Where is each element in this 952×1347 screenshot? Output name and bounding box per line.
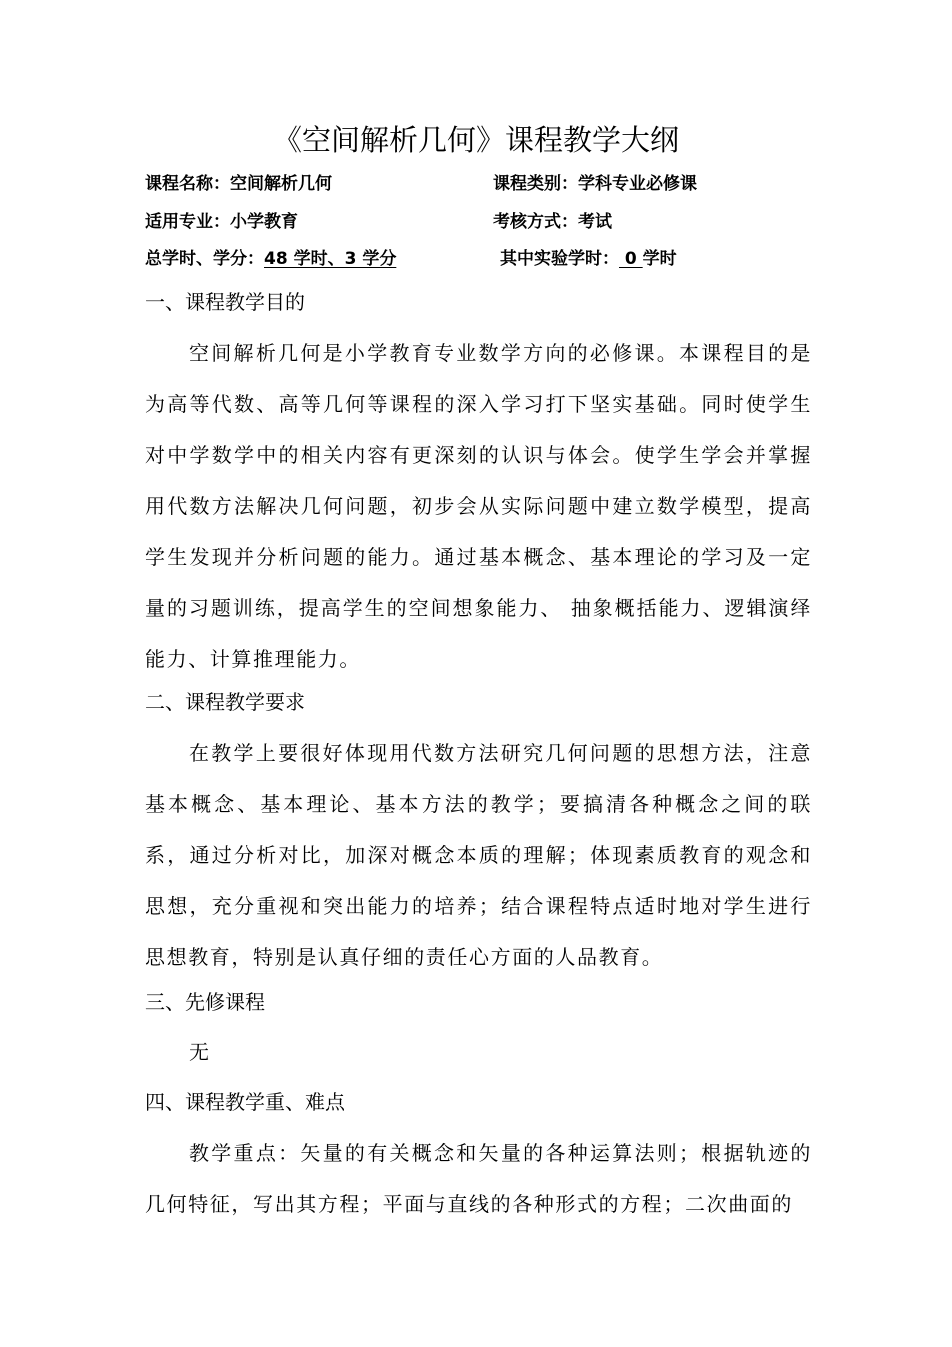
major-label: 适用专业： [145,212,230,232]
meta-row-2 [145,208,825,236]
meta-row-3 [145,245,825,273]
assessment-label: 考核方式： [493,212,578,232]
hours-value: 48 学时、3 学分 [264,249,397,269]
hours-field [145,245,396,273]
section-4-heading: 四、课程教学重、难点 [145,1090,345,1114]
lab-hours-label: 其中实验学时： [500,249,619,269]
assessment-field [493,208,612,236]
lab-hours-value: 0 [619,249,643,269]
hours-label: 总学时、学分： [145,249,264,269]
course-name-value: 空间解析几何 [230,174,332,194]
course-name-field [145,170,332,198]
section-2-body: 在教学上要很好体现用代数方法研究几何问题的思想方法，注意基本概念、基本理论、基本方法的教学；要搞清各种概念之间的联系，通过分析对比，加深对概念本质的理解；体现素质教育的观念和思想，充分重视和突出能力的培养；结合课程特点适时地对学生进行思想教育，特别是认真仔细的责任心方面的人品教育。 [145,741,812,969]
lab-hours-unit: 学时 [642,249,677,269]
section-4-body: 教学重点：矢量的有关概念和矢量的各种运算法则；根据轨迹的几何特征，写出其方程；平面与直线的各种形式的方程；二次曲面的 [145,1141,812,1216]
section-1-heading: 一、课程教学目的 [145,290,305,314]
course-type-value: 学科专业必修课 [578,174,697,194]
section-1-body: 空间解析几何是小学教育专业数学方向的必修课。本课程目的是为高等代数、高等几何等课程的深入学习打下坚实基础。同时使学生对中学数学中的相关内容有更深刻的认识与体会。使学生学会并掌握用代数方法解决几何问题，初步会从实际问题中建立数学模型，提高学生发现并分析问题的能力。通过基本概念、基本理论的学习及一定量的习题训练，提高学生的空间想象能力、 抽象概括能力、逻辑演绎能力、计算推理能力。 [145,341,812,671]
major-field [145,208,298,236]
section-3-heading: 三、先修课程 [145,990,265,1014]
course-type-field [493,170,697,198]
major-value: 小学教育 [230,212,298,232]
lab-hours-field [500,245,677,273]
meta-row-1 [145,170,825,198]
course-type-label: 课程类别： [493,174,578,194]
assessment-value: 考试 [578,212,612,232]
section-3-body: 无 [189,1040,209,1064]
document-title: 《空间解析几何》课程教学大纲 [272,123,679,157]
section-2-heading: 二、课程教学要求 [145,690,305,714]
course-name-label: 课程名称： [145,174,230,194]
